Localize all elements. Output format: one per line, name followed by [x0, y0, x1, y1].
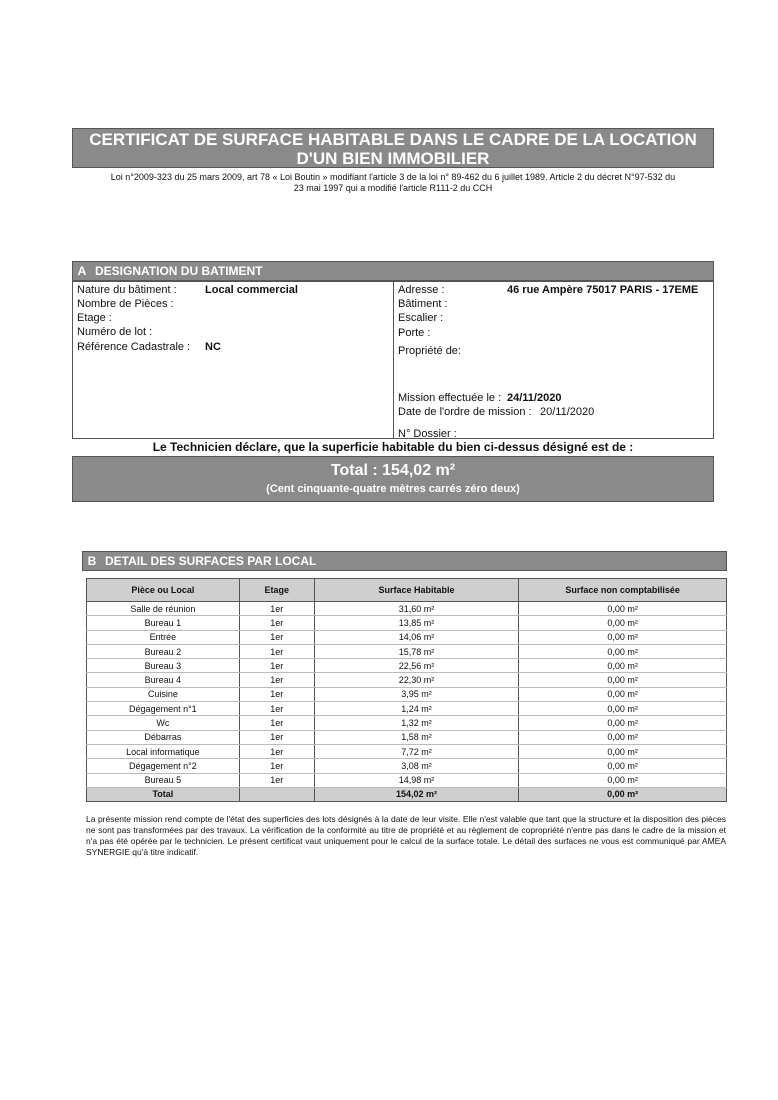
col-header-piece: Pièce ou Local: [87, 579, 240, 602]
cadastre-label: Référence Cadastrale :: [77, 341, 191, 353]
cell-piece: Salle de réunion: [87, 602, 240, 616]
table-row: [87, 659, 727, 673]
cell-piece: Bureau 5: [87, 773, 240, 787]
law-reference: [72, 172, 714, 194]
cell-etage: 1er: [239, 644, 314, 658]
cell-surface: 1,58 m²: [314, 730, 519, 744]
total-surface-words: (Cent cinquante-quatre mètres carrés zéro deux): [266, 483, 520, 495]
cell-etage: 1er: [239, 773, 314, 787]
section-b-letter: B: [87, 554, 97, 568]
total-cell-surface: 154,02 m²: [314, 787, 519, 801]
table-row: [87, 773, 727, 787]
escalier-label: Escalier :: [398, 312, 444, 324]
table-row: [87, 702, 727, 716]
technician-declaration: Le Technicien déclare, que la superficie habitable du bien ci-dessus désigné est de :: [152, 440, 634, 454]
table-row: [87, 759, 727, 773]
table-row: [87, 602, 727, 616]
section-a-letter: A: [77, 264, 87, 278]
table-total-row: [87, 787, 727, 801]
total-cell-piece: Total: [87, 787, 240, 801]
cell-non-comptabilisee: 0,00 m²: [519, 616, 727, 630]
cell-non-comptabilisee: 0,00 m²: [519, 716, 727, 730]
table-row: [87, 730, 727, 744]
section-a-title: DESIGNATION DU BATIMENT: [95, 264, 263, 278]
cell-surface: 22,56 m²: [314, 659, 519, 673]
cell-piece: Bureau 4: [87, 673, 240, 687]
table-header-row: [87, 579, 727, 602]
cell-piece: Bureau 2: [87, 644, 240, 658]
building-designation-panel: [72, 281, 714, 439]
cell-piece: Local informatique: [87, 744, 240, 758]
cell-piece: Wc: [87, 716, 240, 730]
section-b-header: [82, 551, 727, 571]
total-surface: Total : 154,02 m²: [330, 462, 456, 479]
table-row: [87, 673, 727, 687]
cell-piece: Dégagement n°1: [87, 702, 240, 716]
cell-etage: 1er: [239, 687, 314, 701]
total-surface-box: [72, 456, 714, 502]
cell-surface: 3,08 m²: [314, 759, 519, 773]
dossier-label: N° Dossier :: [398, 428, 457, 440]
section-b-title: DETAIL DES SURFACES PAR LOCAL: [105, 554, 317, 568]
cell-etage: 1er: [239, 744, 314, 758]
cell-etage: 1er: [239, 716, 314, 730]
cadastre-value: NC: [205, 341, 221, 353]
cell-surface: 14,06 m²: [314, 630, 519, 644]
cell-etage: 1er: [239, 659, 314, 673]
cell-etage: 1er: [239, 616, 314, 630]
cell-non-comptabilisee: 0,00 m²: [519, 759, 727, 773]
cell-etage: 1er: [239, 759, 314, 773]
cell-surface: 22,30 m²: [314, 673, 519, 687]
title-line-2: D'UN BIEN IMMOBILIER: [296, 149, 490, 168]
cell-non-comptabilisee: 0,00 m²: [519, 602, 727, 616]
cell-non-comptabilisee: 0,00 m²: [519, 673, 727, 687]
cell-etage: 1er: [239, 702, 314, 716]
total-cell-etage: [239, 787, 314, 801]
cell-etage: 1er: [239, 730, 314, 744]
cell-non-comptabilisee: 0,00 m²: [519, 687, 727, 701]
cell-etage: 1er: [239, 673, 314, 687]
col-header-surface: Surface Habitable: [314, 579, 519, 602]
cell-non-comptabilisee: 0,00 m²: [519, 644, 727, 658]
cell-piece: Bureau 1: [87, 616, 240, 630]
table-row: [87, 616, 727, 630]
col-header-non-comptabilisee: Surface non comptabilisée: [519, 579, 727, 602]
cell-non-comptabilisee: 0,00 m²: [519, 630, 727, 644]
cell-surface: 13,85 m²: [314, 616, 519, 630]
adresse-label: Adresse :: [398, 284, 445, 296]
ordre-date: 20/11/2020: [540, 406, 595, 418]
law-line-1: Loi n°2009-323 du 25 mars 2009, art 78 « Loi Boutin » modifiant l'article 3 de la loi n° 89-462 du 6 juillet 1989. Article 2 du décret N°97-532 du: [110, 172, 676, 182]
table-row: [87, 644, 727, 658]
title-line-1: CERTIFICAT DE SURFACE HABITABLE DANS LE CADRE DE LA LOCATION: [89, 130, 697, 149]
law-line-2: 23 mai 1997 qui a modifié l'article R111-2 du CCH: [293, 183, 493, 193]
mission-date: 24/11/2020: [507, 392, 562, 404]
ordre-label: Date de l'ordre de mission :: [398, 406, 532, 418]
certificate-title: [72, 128, 714, 168]
batiment-label: Bâtiment :: [398, 298, 448, 310]
cell-surface: 7,72 m²: [314, 744, 519, 758]
table-row: [87, 716, 727, 730]
nature-value: Local commercial: [205, 284, 298, 296]
nature-label: Nature du bâtiment :: [77, 284, 177, 296]
cell-surface: 31,60 m²: [314, 602, 519, 616]
cell-non-comptabilisee: 0,00 m²: [519, 773, 727, 787]
cell-non-comptabilisee: 0,00 m²: [519, 744, 727, 758]
table-row: [87, 630, 727, 644]
adresse-value: 46 rue Ampère 75017 PARIS - 17EME: [507, 284, 699, 296]
cell-non-comptabilisee: 0,00 m²: [519, 730, 727, 744]
cell-surface: 15,78 m²: [314, 644, 519, 658]
cell-non-comptabilisee: 0,00 m²: [519, 659, 727, 673]
cell-etage: 1er: [239, 602, 314, 616]
cell-piece: Bureau 3: [87, 659, 240, 673]
cell-surface: 1,32 m²: [314, 716, 519, 730]
table-row: [87, 744, 727, 758]
cell-non-comptabilisee: 0,00 m²: [519, 702, 727, 716]
col-header-etage: Etage: [239, 579, 314, 602]
cell-piece: Dégagement n°2: [87, 759, 240, 773]
cell-piece: Débarras: [87, 730, 240, 744]
total-cell-non-comptabilisee: 0,00 m²: [519, 787, 727, 801]
propriete-label: Propriété de:: [398, 345, 461, 357]
section-a-header: [72, 261, 714, 281]
porte-label: Porte :: [398, 327, 431, 339]
etage-label: Etage :: [77, 312, 112, 324]
surface-detail-table: [86, 578, 727, 802]
mission-label: Mission effectuée le :: [398, 392, 502, 404]
cell-piece: Entrée: [87, 630, 240, 644]
footnote: La présente mission rend compte de l'état des superficies des lots désignés à la date de leur visite. Elle n'est valable que tant que la structure et la disposition des pièces ne sont pas transformées par des travaux. La vérification de la conformité au titre de propriété et au règlement de copropriété n'entre pas dans le cadre de la mission et n'a pas été opérée par le technicien. Le présent certificat vaut uniquement pour le calcul de la surface totale. Le détail des surfaces ne vous est communiqué par AMEA SYNERGIE qu'à titre indicatif.: [86, 814, 726, 857]
cell-surface: 1,24 m²: [314, 702, 519, 716]
cell-surface: 14,98 m²: [314, 773, 519, 787]
table-row: [87, 687, 727, 701]
lot-label: Numéro de lot :: [77, 326, 153, 338]
pieces-label: Nombre de Pièces :: [77, 298, 174, 310]
column-divider: [393, 282, 394, 439]
cell-etage: 1er: [239, 630, 314, 644]
cell-piece: Cuisine: [87, 687, 240, 701]
cell-surface: 3,95 m²: [314, 687, 519, 701]
